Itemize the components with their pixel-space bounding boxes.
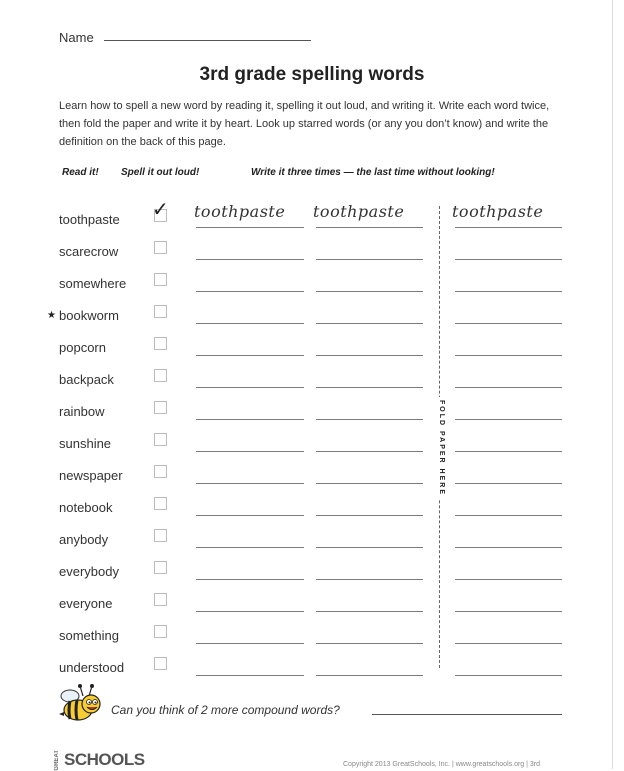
write-line-3[interactable] bbox=[455, 419, 562, 420]
column-header-read: Read it! bbox=[62, 167, 99, 178]
word-row bbox=[0, 622, 624, 654]
spelled-checkbox[interactable] bbox=[154, 433, 167, 446]
write-line-2[interactable] bbox=[316, 355, 423, 356]
handwritten-example-2: toothpaste bbox=[313, 202, 405, 221]
word-row bbox=[0, 494, 624, 526]
spelling-word: anybody bbox=[59, 532, 109, 547]
spelling-word: bookworm bbox=[59, 308, 119, 323]
greatschools-logo-great: GREAT bbox=[54, 750, 60, 771]
write-line-2[interactable] bbox=[316, 387, 423, 388]
word-row bbox=[0, 238, 624, 270]
write-line-2[interactable] bbox=[316, 611, 423, 612]
write-line-1[interactable] bbox=[196, 643, 304, 644]
fold-label: FOLD PAPER HERE bbox=[433, 397, 445, 499]
copyright-notice: Copyright 2013 GreatSchools, Inc. | www.greatschools.org | 3rd bbox=[343, 761, 541, 768]
compound-words-question: Can you think of 2 more compound words? bbox=[111, 703, 340, 717]
spelled-checkbox[interactable] bbox=[154, 625, 167, 638]
spelled-checkbox[interactable] bbox=[154, 369, 167, 382]
word-row bbox=[0, 199, 624, 238]
word-row bbox=[0, 526, 624, 558]
write-line-3[interactable] bbox=[455, 291, 562, 292]
spelled-checkbox[interactable] bbox=[154, 241, 167, 254]
spelling-word: popcorn bbox=[59, 340, 106, 355]
write-line-3[interactable] bbox=[455, 227, 562, 228]
write-line-1[interactable] bbox=[196, 355, 304, 356]
spelling-word: toothpaste bbox=[59, 212, 120, 227]
write-line-2[interactable] bbox=[316, 419, 423, 420]
write-line-1[interactable] bbox=[196, 483, 304, 484]
spelling-word: backpack bbox=[59, 372, 114, 387]
write-line-2[interactable] bbox=[316, 515, 423, 516]
word-row bbox=[0, 430, 624, 462]
page-title: 3rd grade spelling words bbox=[199, 64, 425, 85]
spelled-checkbox[interactable] bbox=[154, 561, 167, 574]
word-row bbox=[0, 462, 624, 494]
write-line-1[interactable] bbox=[196, 675, 304, 676]
spelled-checkbox[interactable] bbox=[154, 593, 167, 606]
answer-field-line[interactable] bbox=[372, 714, 562, 715]
spelling-word: notebook bbox=[59, 500, 113, 515]
column-header-write: Write it three times — the last time without looking! bbox=[251, 167, 495, 178]
spelled-checkbox[interactable] bbox=[154, 529, 167, 542]
write-line-1[interactable] bbox=[196, 291, 304, 292]
spelling-word: everyone bbox=[59, 596, 113, 611]
write-line-3[interactable] bbox=[455, 547, 562, 548]
write-line-1[interactable] bbox=[196, 259, 304, 260]
instructions-paragraph: Learn how to spell a new word by reading it, spelling it out loud, and writing it. Write each word twice, then fold the paper and write it by heart. Look up starred words (or any you don’t know) and write the definition on the back of this page. bbox=[59, 100, 550, 148]
spelled-checkbox[interactable] bbox=[154, 273, 167, 286]
write-line-1[interactable] bbox=[196, 515, 304, 516]
write-line-2[interactable] bbox=[316, 227, 423, 228]
word-row bbox=[0, 558, 624, 590]
write-line-2[interactable] bbox=[316, 579, 423, 580]
write-line-3[interactable] bbox=[455, 387, 562, 388]
spelling-word: somewhere bbox=[59, 276, 127, 291]
write-line-1[interactable] bbox=[196, 227, 304, 228]
handwritten-example-1: toothpaste bbox=[194, 202, 286, 221]
spelled-checkbox[interactable] bbox=[154, 657, 167, 670]
write-line-1[interactable] bbox=[196, 451, 304, 452]
write-line-2[interactable] bbox=[316, 291, 423, 292]
star-icon: ★ bbox=[47, 310, 56, 321]
spelling-word: understood bbox=[59, 660, 125, 675]
write-line-1[interactable] bbox=[196, 547, 304, 548]
write-line-2[interactable] bbox=[316, 259, 423, 260]
spelled-checkbox[interactable] bbox=[154, 305, 167, 318]
spelled-checkbox[interactable] bbox=[154, 401, 167, 414]
spelling-word: newspaper bbox=[59, 468, 123, 483]
word-row bbox=[0, 302, 624, 334]
write-line-2[interactable] bbox=[316, 675, 423, 676]
write-line-2[interactable] bbox=[316, 451, 423, 452]
spelling-word: something bbox=[59, 628, 119, 643]
spelling-word: scarecrow bbox=[59, 244, 119, 259]
spelling-word: sunshine bbox=[59, 436, 112, 451]
write-line-3[interactable] bbox=[455, 259, 562, 260]
write-line-3[interactable] bbox=[455, 515, 562, 516]
spelled-checkbox[interactable] bbox=[154, 465, 167, 478]
word-row bbox=[0, 398, 624, 430]
name-field-line[interactable] bbox=[104, 40, 311, 41]
handwritten-example-3: toothpaste bbox=[452, 202, 544, 221]
write-line-1[interactable] bbox=[196, 611, 304, 612]
greatschools-logo: SCHOOLS bbox=[64, 750, 145, 769]
write-line-1[interactable] bbox=[196, 419, 304, 420]
write-line-3[interactable] bbox=[455, 323, 562, 324]
write-line-2[interactable] bbox=[316, 483, 423, 484]
write-line-1[interactable] bbox=[196, 323, 304, 324]
write-line-1[interactable] bbox=[196, 579, 304, 580]
write-line-3[interactable] bbox=[455, 611, 562, 612]
name-label: Name bbox=[59, 30, 94, 45]
write-line-1[interactable] bbox=[196, 387, 304, 388]
spelling-word: rainbow bbox=[59, 404, 105, 419]
write-line-2[interactable] bbox=[316, 643, 423, 644]
bee-icon bbox=[58, 682, 104, 728]
write-line-3[interactable] bbox=[455, 355, 562, 356]
checkmark-icon: ✓ bbox=[152, 199, 169, 221]
word-row bbox=[0, 270, 624, 302]
word-row bbox=[0, 334, 624, 366]
write-line-2[interactable] bbox=[316, 547, 423, 548]
spelled-checkbox[interactable] bbox=[154, 497, 167, 510]
write-line-3[interactable] bbox=[455, 483, 562, 484]
write-line-3[interactable] bbox=[455, 579, 562, 580]
spelled-checkbox[interactable] bbox=[154, 337, 167, 350]
spelling-word: everybody bbox=[59, 564, 119, 579]
write-line-2[interactable] bbox=[316, 323, 423, 324]
word-row bbox=[0, 590, 624, 622]
write-line-3[interactable] bbox=[455, 451, 562, 452]
write-line-3[interactable] bbox=[455, 643, 562, 644]
column-header-spell: Spell it out loud! bbox=[121, 167, 200, 178]
word-row bbox=[0, 366, 624, 398]
write-line-3[interactable] bbox=[455, 675, 562, 676]
